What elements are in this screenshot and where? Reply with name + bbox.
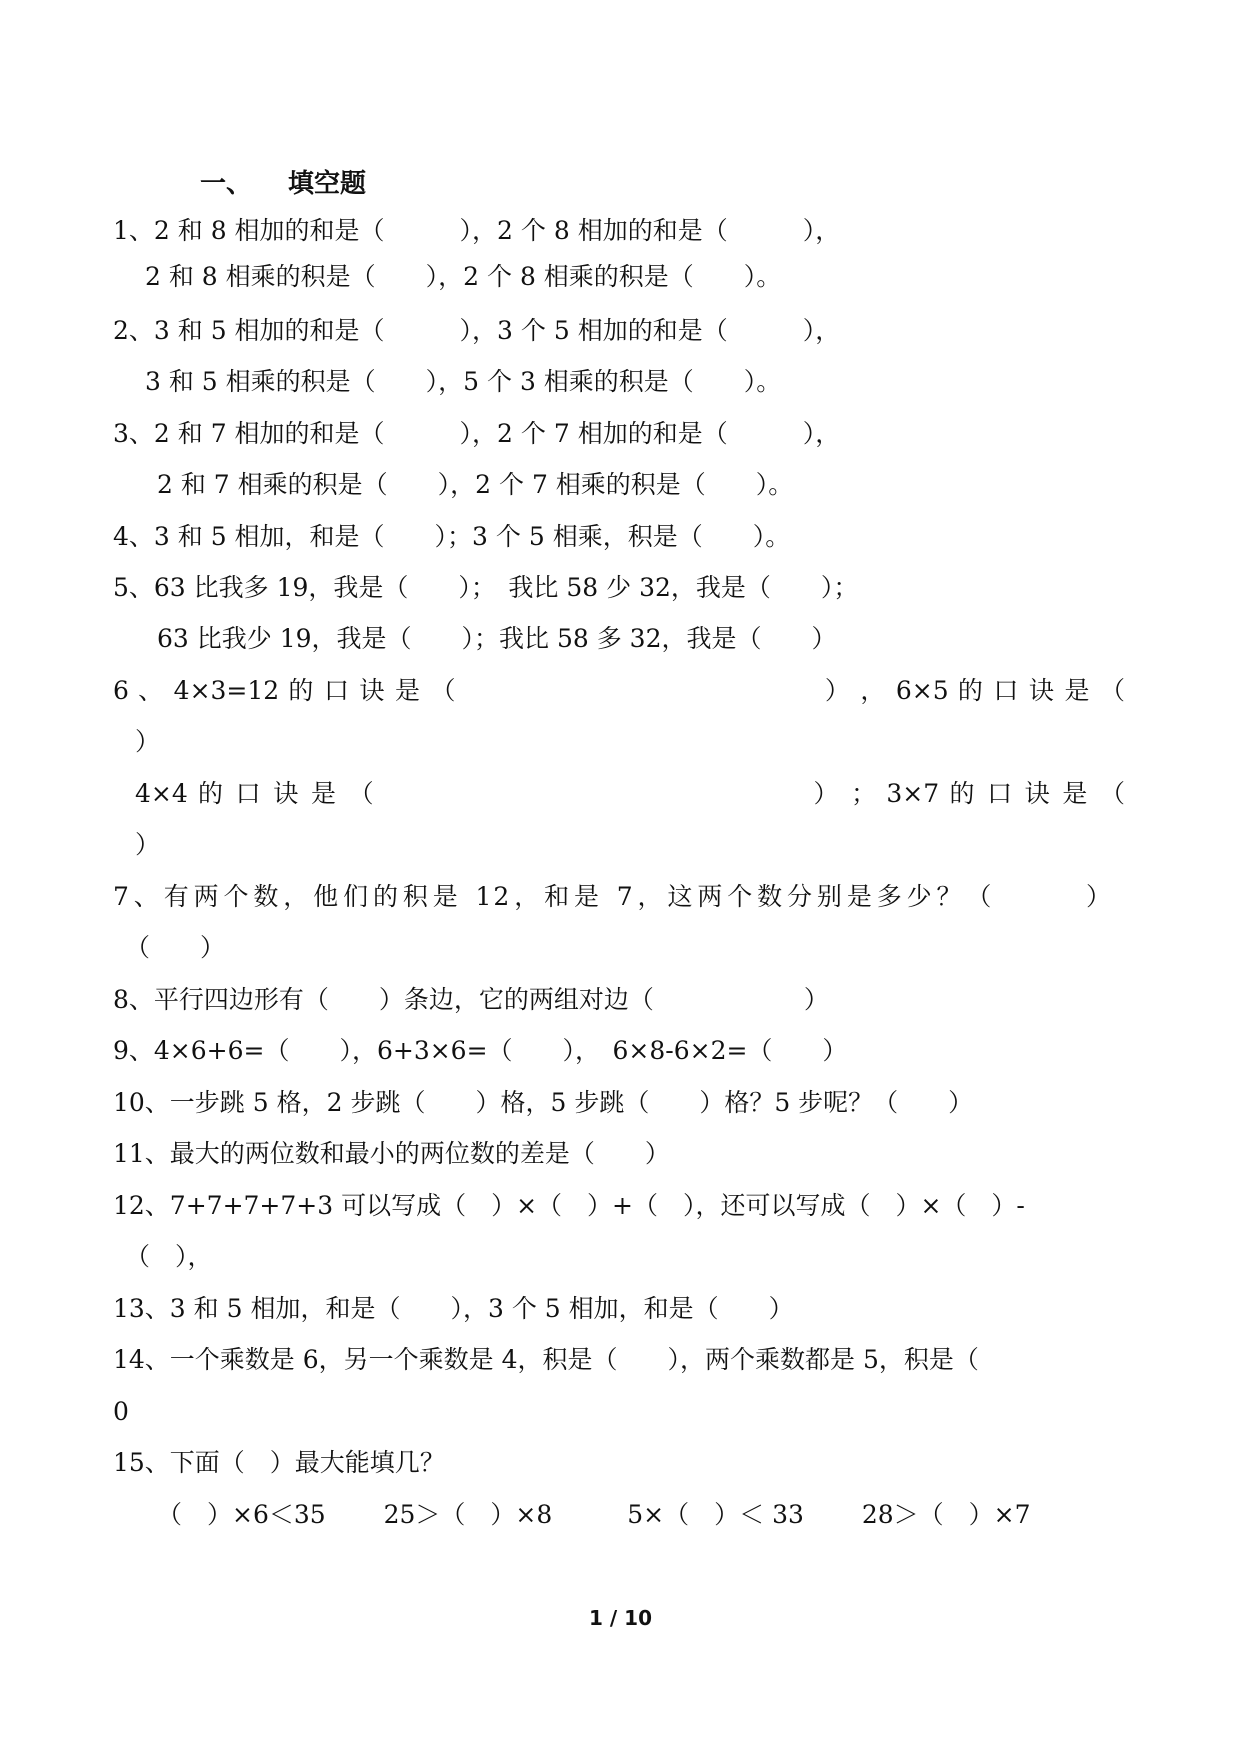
question-line: 3、2 和 7 相加的和是（ ），2 个 7 相加的和是（ ）， [113, 419, 841, 448]
question-line: 14、一个乘数是 6，另一个乘数是 4，积是（ ），两个乘数都是 5，积是（ [113, 1345, 979, 1374]
question-line: 8、平行四边形有（ ）条边，它的两组对边（ ） [113, 985, 829, 1014]
question-line: 15、下面（ ）最大能填几？ [113, 1448, 445, 1477]
question-line: 3 和 5 相乘的积是（ ），5 个 3 相乘的积是（ ）。 [145, 367, 782, 396]
question-line: 63 比我少 19，我是（ ）；我比 58 多 32，我是（ ） [157, 624, 837, 653]
section-title: 填空题 [288, 169, 367, 199]
question-line: 6 、 4×3=12 的 口 诀 是 （ ） ， 6×5 的 口 诀 是 （ [113, 676, 1125, 705]
question-line: 2 和 8 相乘的积是（ ），2 个 8 相乘的积是（ ）。 [145, 262, 782, 291]
question-line: ） [135, 830, 161, 859]
question-line: 11、最大的两位数和最小的两位数的差是（ ） [113, 1139, 670, 1168]
question-line: 13、3 和 5 相加，和是（ ），3 个 5 相加，和是（ ） [113, 1294, 794, 1323]
section-heading [0, 157, 1241, 197]
question-line: （ ） [125, 933, 226, 962]
question-line: （ ）， [125, 1242, 213, 1271]
section-number: 一、 [200, 169, 253, 199]
question-line: 7、有两个数，他们的积是 12，和是 7，这两个数分别是多少？（ ） [113, 882, 1113, 911]
question-line: 10、一步跳 5 格，2 步跳（ ）格，5 步跳（ ）格？5 步呢？（ ） [113, 1088, 974, 1117]
question-line: 4×4 的 口 诀 是 （ ） ； 3×7 的 口 诀 是 （ [135, 779, 1125, 808]
question-line: ） [135, 727, 161, 756]
question-line: 0 [113, 1397, 129, 1426]
question-line: （ ）×6＜35 25＞（ ）×8 5×（ ）＜ 33 28＞（ ）×7 [157, 1500, 1031, 1529]
question-line: 5、63 比我多 19，我是（ ）； 我比 58 少 32，我是（ ）； [113, 573, 859, 602]
question-line: 4、3 和 5 相加，和是（ ）；3 个 5 相乘，积是（ ）。 [113, 522, 791, 551]
question-line: 12、7+7+7+7+3 可以写成（ ）×（ ）+（ ），还可以写成（ ）×（ ）- [113, 1191, 1025, 1220]
question-line: 9、4×6+6=（ ），6+3×6=（ ）， 6×8-6×2=（ ） [113, 1036, 848, 1065]
question-line: 1、2 和 8 相加的和是（ ），2 个 8 相加的和是（ ）， [113, 216, 841, 245]
question-line: 2、3 和 5 相加的和是（ ），3 个 5 相加的和是（ ）， [113, 316, 841, 345]
question-line: 2 和 7 相乘的积是（ ），2 个 7 相乘的积是（ ）。 [157, 470, 794, 499]
page-number: 1 / 10 [589, 1606, 652, 1630]
